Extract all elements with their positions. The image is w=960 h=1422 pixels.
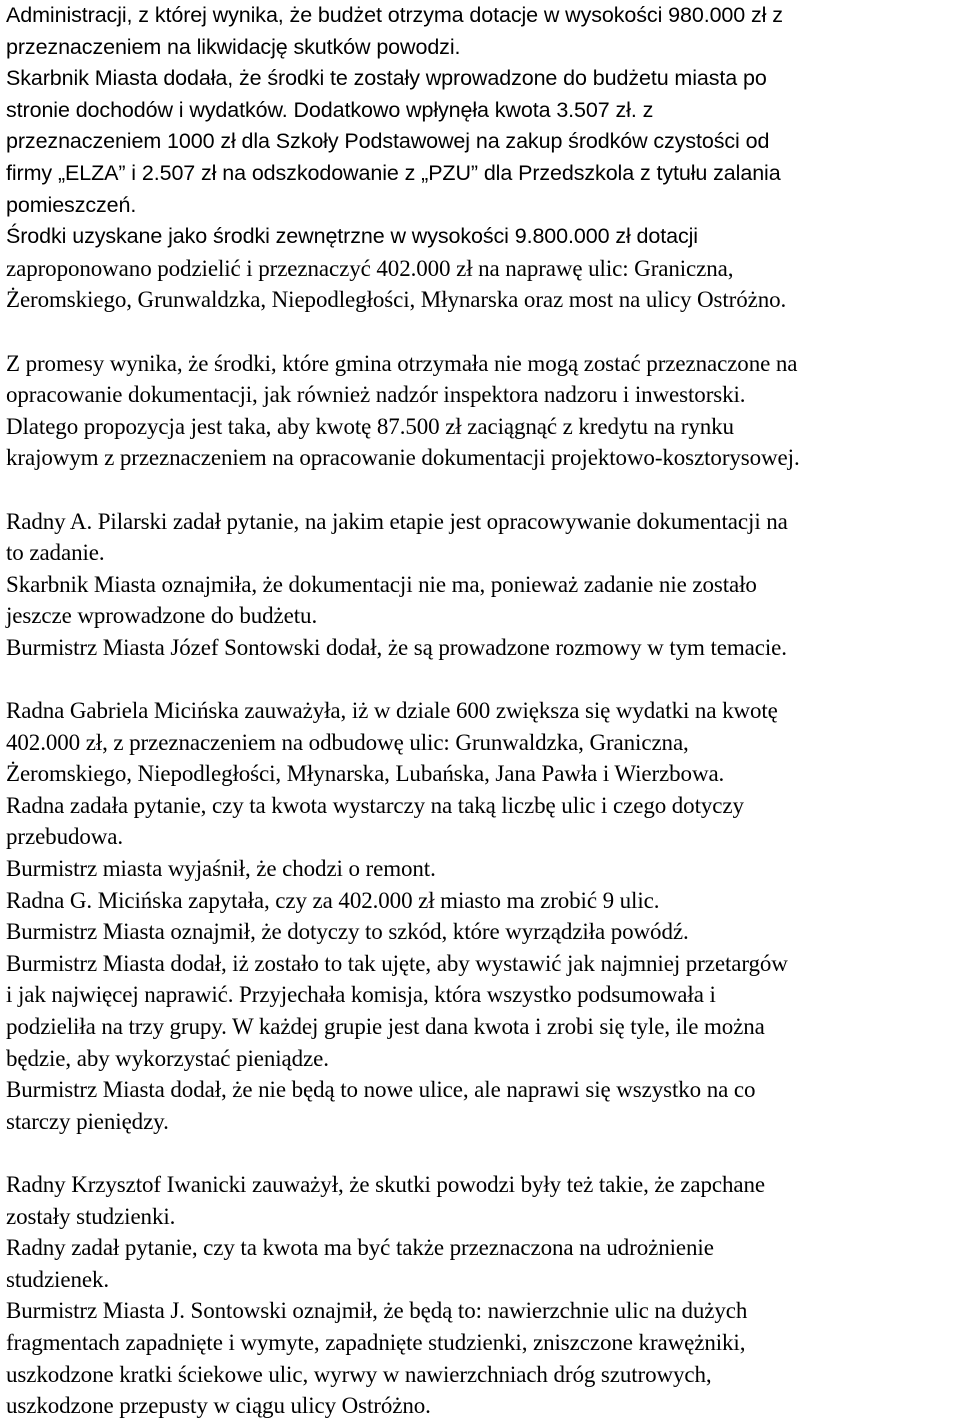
text-line: Skarbnik Miasta oznajmiła, że dokumentacji nie ma, ponieważ zadanie nie zostało [6,571,757,597]
text-line: Administracji, z której wynika, że budżet otrzyma dotacje w wysokości 980.000 zł z [6,3,783,27]
text-line: i jak najwięcej naprawić. Przyjechała komisja, która wszystko podsumowała i [6,982,716,1008]
text-line: zaproponowano podzielić i przeznaczyć 402.000 zł na naprawę ulic: Graniczna, [6,255,734,281]
text-line: Środki uzyskane jako środki zewnętrzne w wysokości 9.800.000 zł dotacji [6,224,698,249]
text-line: uszkodzone przepusty w ciągu ulicy Ostróżno. [6,1393,431,1419]
text-line: Skarbnik Miasta dodała, że środki te zostały wprowadzone do budżetu miasta po [6,66,767,91]
text-line: Burmistrz Miasta dodał, że nie będą to nowe ulice, ale naprawi się wszystko na co [6,1077,756,1103]
text-line: Radna Gabriela Micińska zauważyła, iż w dziale 600 zwiększa się wydatki na kwotę [6,698,778,724]
text-line: pomieszczeń. [6,192,137,217]
text-line: Żeromskiego, Grunwaldzka, Niepodległości, Młynarska oraz most na ulicy Ostróżno. [6,287,787,313]
text-line: stronie dochodów i wydatków. Dodatkowo wpłynęła kwota 3.507 zł. z [6,97,654,122]
text-line: opracowanie dokumentacji, jak również nadzór inspektora nadzoru i inwestorski. [6,382,746,408]
text-line: Radny Krzysztof Iwanicki zauważył, że skutki powodzi były też takie, że zapchane [6,1171,765,1197]
text-line: 402.000 zł, z przeznaczeniem na odbudowę ulic: Grunwaldzka, Graniczna, [6,729,689,755]
text-line: Z promesy wynika, że środki, które gmina otrzymała nie mogą zostać przeznaczone na [6,350,798,376]
paragraph-spacer [6,663,956,695]
text-line: zostały studzienki. [6,1203,176,1229]
text-line: przebudowa. [6,824,124,850]
text-line: Burmistrz Miasta J. Sontowski oznajmił, że będą to: nawierzchnie ulic na dużych [6,1298,748,1324]
text-line: fragmentach zapadnięte i wymyte, zapadnięte studzienki, zniszczone krawężniki, [6,1329,746,1355]
text-line: uszkodzone kratki ściekowe ulic, wyrwy w nawierzchniach dróg szutrowych, [6,1361,712,1387]
paragraph-spacer [6,316,956,348]
text-line: firmy „ELZA” i 2.507 zł na odszkodowanie z „PZU” dla Przedszkola z tytułu zalania [6,160,781,185]
text-line: Burmistrz Miasta oznajmił, że dotyczy to szkód, które wyrządziła powódź. [6,919,689,945]
text-line: Żeromskiego, Niepodległości, Młynarska, Lubańska, Jana Pawła i Wierzbowa. [6,761,725,787]
text-line: podzieliła na trzy grupy. W każdej grupie jest dana kwota i zrobi się tyle, ile można [6,1014,765,1039]
text-line: studzienek. [6,1266,110,1292]
text-line: Dlatego propozycja jest taka, aby kwotę 87.500 zł zaciągnąć z kredytu na rynku [6,413,734,439]
paragraph-spacer [6,1137,956,1169]
text-line: to zadanie. [6,540,105,566]
document-page [6,0,956,1422]
text-line: przeznaczeniem na likwidację skutków powodzi. [6,34,461,59]
text-line: Radny A. Pilarski zadał pytanie, na jakim etapie jest opracowywanie dokumentacji na [6,508,788,534]
text-line: jeszcze wprowadzone do budżetu. [6,603,318,629]
text-line: starczy pieniędzy. [6,1108,169,1134]
text-line: przeznaczeniem 1000 zł dla Szkoły Podstawowej na zakup środków czystości od [6,129,770,154]
text-line: Radna G. Micińska zapytała, czy za 402.000 zł miasto ma zrobić 9 ulic. [6,887,660,913]
text-line: Radny zadał pytanie, czy ta kwota ma być także przeznaczona na udrożnienie [6,1235,714,1261]
text-line: Burmistrz Miasta dodał, iż zostało to tak ujęte, aby wystawić jak najmniej przetargów [6,950,788,976]
paragraph-spacer [6,474,956,506]
text-line: Burmistrz miasta wyjaśnił, że chodzi o remont. [6,856,436,882]
document-body [6,0,956,1422]
text-line: będzie, aby wykorzystać pieniądze. [6,1045,329,1071]
text-line: krajowym z przeznaczeniem na opracowanie dokumentacji projektowo-kosztorysowej. [6,445,800,471]
text-line: Radna zadała pytanie, czy ta kwota wystarczy na taką liczbę ulic i czego dotyczy [6,792,744,818]
text-line: Burmistrz Miasta Józef Sontowski dodał, że są prowadzone rozmowy w tym temacie. [6,634,787,660]
